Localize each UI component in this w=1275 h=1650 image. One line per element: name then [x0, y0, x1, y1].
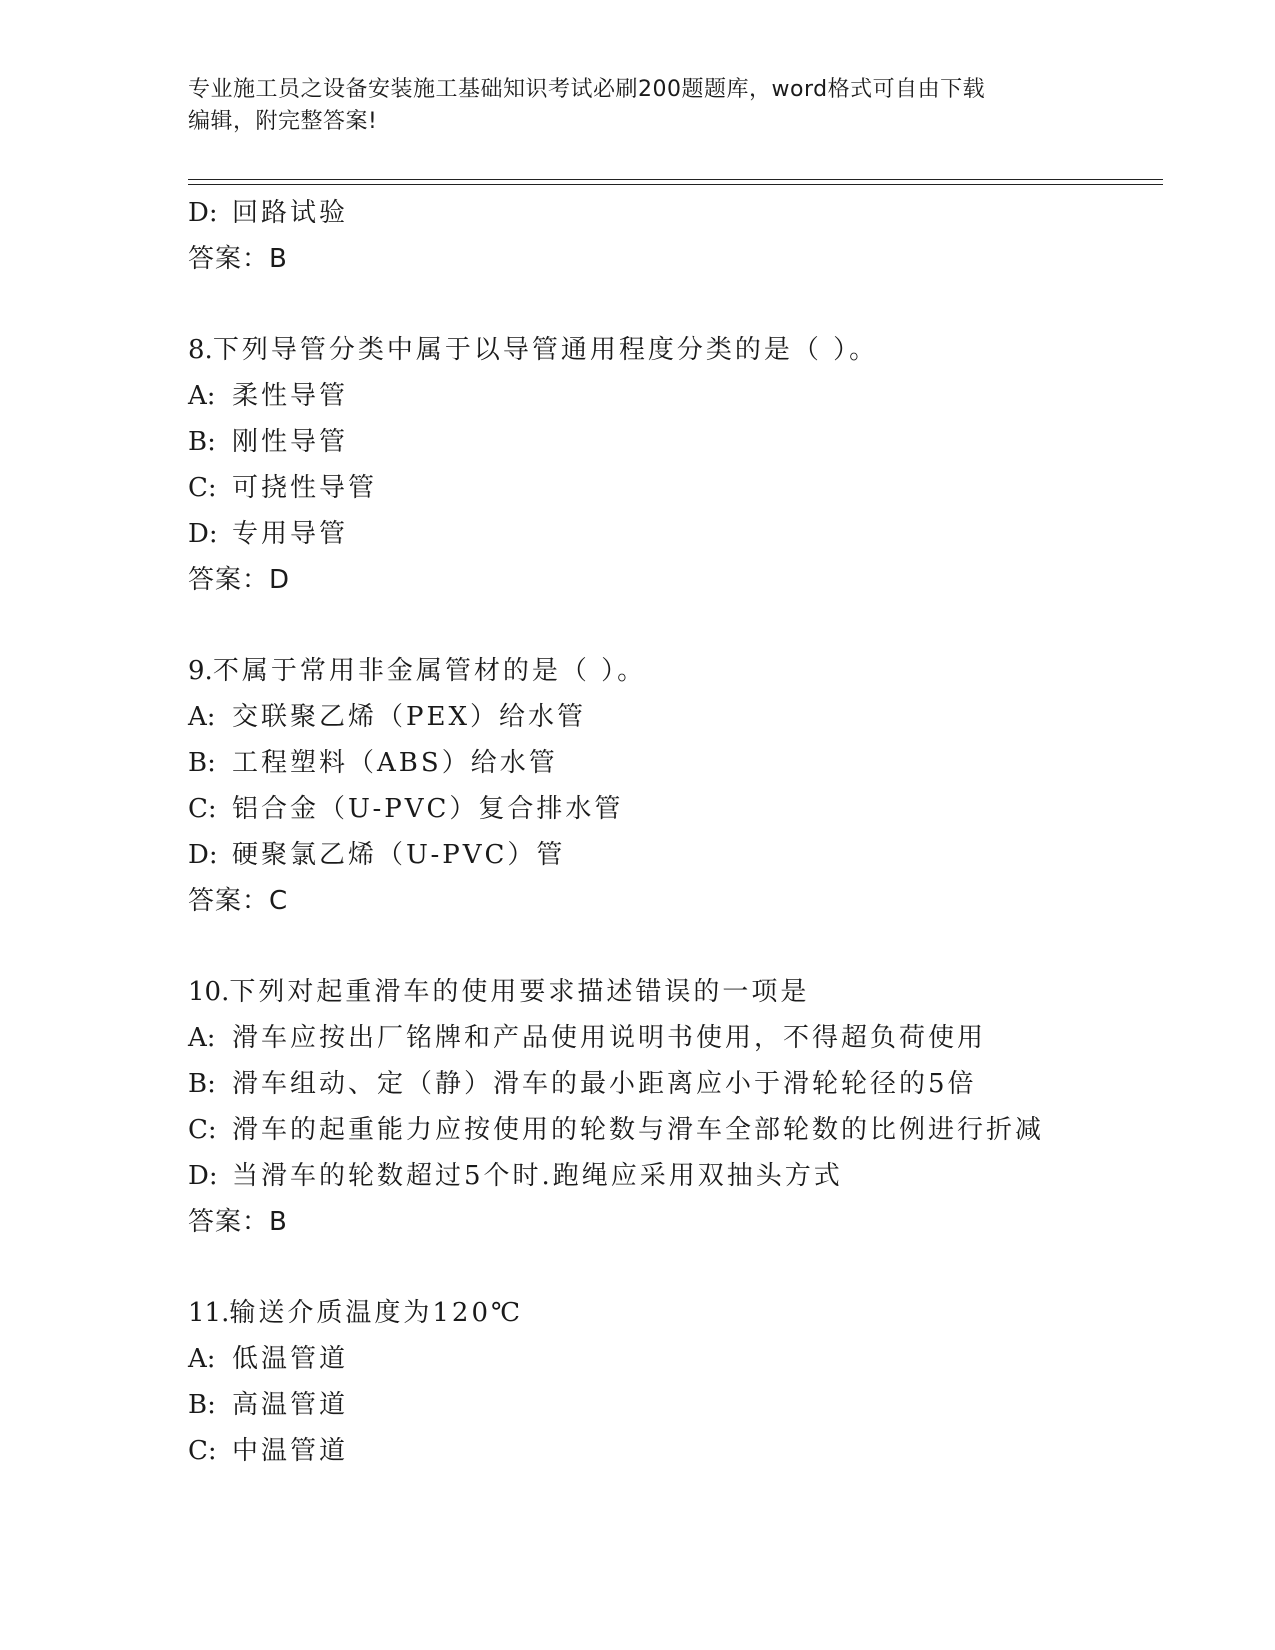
- option-text: 柔性导管: [232, 381, 349, 411]
- question-10-stem: [188, 969, 1148, 1015]
- option-text: 可挠性导管: [232, 473, 378, 503]
- option-text: 滑车的起重能力应按使用的轮数与滑车全部轮数的比例进行折减: [232, 1115, 1045, 1145]
- question-list: [188, 190, 1148, 1474]
- header-line-2: 编辑，附完整答案!: [188, 109, 378, 134]
- option-label: C:: [188, 473, 217, 503]
- prev-option-d: [188, 190, 1148, 236]
- question-9-option-d: [188, 832, 1148, 878]
- question-text: 不属于常用非金属管材的是（ ）。: [212, 656, 647, 686]
- option-text: 铝合金（U-PVC）复合排水管: [232, 794, 624, 824]
- option-label: B:: [188, 427, 216, 457]
- question-9-option-a: [188, 694, 1148, 740]
- option-text: 硬聚氯乙烯（U-PVC）管: [232, 840, 566, 870]
- question-number: 11.: [188, 1298, 230, 1328]
- option-label: D:: [188, 519, 218, 549]
- question-8-option-b: [188, 419, 1148, 465]
- option-text: 滑车组动、定（静）滑车的最小距离应小于滑轮轮径的5倍: [232, 1069, 977, 1099]
- option-label: B:: [188, 748, 216, 778]
- option-text: 刚性导管: [232, 427, 349, 457]
- option-text: 当滑车的轮数超过5个时.跑绳应采用双抽头方式: [232, 1161, 843, 1191]
- question-11-stem: [188, 1290, 1148, 1336]
- option-label: A:: [188, 702, 216, 732]
- option-text: 滑车应按出厂铭牌和产品使用说明书使用，不得超负荷使用: [232, 1023, 987, 1053]
- question-number: 8.: [188, 335, 213, 365]
- prev-answer: 答案：B: [188, 244, 288, 274]
- question-8-stem: [188, 327, 1148, 373]
- question-9-answer: 答案：C: [188, 886, 289, 916]
- option-label: A:: [188, 381, 216, 411]
- question-11-option-b: [188, 1382, 1148, 1428]
- question-10-option-b: [188, 1061, 1148, 1107]
- option-text: 低温管道: [232, 1344, 349, 1374]
- header-line-1: 专业施工员之设备安装施工基础知识考试必刷200题题库，word格式可自由下载: [188, 77, 986, 102]
- option-label: A:: [188, 1023, 216, 1053]
- question-11-option-c: [188, 1428, 1148, 1474]
- option-text: 工程塑料（ABS）给水管: [232, 748, 558, 778]
- question-9-option-c: [188, 786, 1148, 832]
- option-label: D:: [188, 840, 218, 870]
- option-text: 专用导管: [232, 519, 349, 549]
- document-header: [188, 74, 1088, 138]
- option-text: 回路试验: [232, 198, 349, 228]
- option-label: D:: [188, 198, 218, 228]
- question-10-option-a: [188, 1015, 1148, 1061]
- option-text: 交联聚乙烯（PEX）给水管: [232, 702, 586, 732]
- option-label: B:: [188, 1390, 216, 1420]
- option-label: B:: [188, 1069, 216, 1099]
- question-8-option-c: [188, 465, 1148, 511]
- option-text: 中温管道: [232, 1436, 349, 1466]
- question-number: 10.: [188, 977, 230, 1007]
- question-8-answer: 答案：D: [188, 565, 291, 595]
- question-10-option-c: [188, 1107, 1148, 1153]
- question-text: 下列导管分类中属于以导管通用程度分类的是（ ）。: [212, 335, 879, 365]
- header-divider-top: [188, 179, 1163, 180]
- option-label: C:: [188, 1115, 217, 1145]
- option-label: D:: [188, 1161, 218, 1191]
- option-label: C:: [188, 794, 217, 824]
- question-10-answer: 答案：B: [188, 1207, 288, 1237]
- question-9-option-b: [188, 740, 1148, 786]
- question-8-option-d: [188, 511, 1148, 557]
- question-text: 下列对起重滑车的使用要求描述错误的一项是: [229, 977, 810, 1007]
- question-9-stem: [188, 648, 1148, 694]
- option-text: 高温管道: [232, 1390, 349, 1420]
- question-number: 9.: [188, 656, 213, 686]
- question-8-option-a: [188, 373, 1148, 419]
- option-label: C:: [188, 1436, 217, 1466]
- question-10-option-d: [188, 1153, 1148, 1199]
- question-11-option-a: [188, 1336, 1148, 1382]
- option-label: A:: [188, 1344, 216, 1374]
- question-text: 输送介质温度为120℃: [229, 1298, 524, 1328]
- header-divider-bottom: [188, 184, 1163, 185]
